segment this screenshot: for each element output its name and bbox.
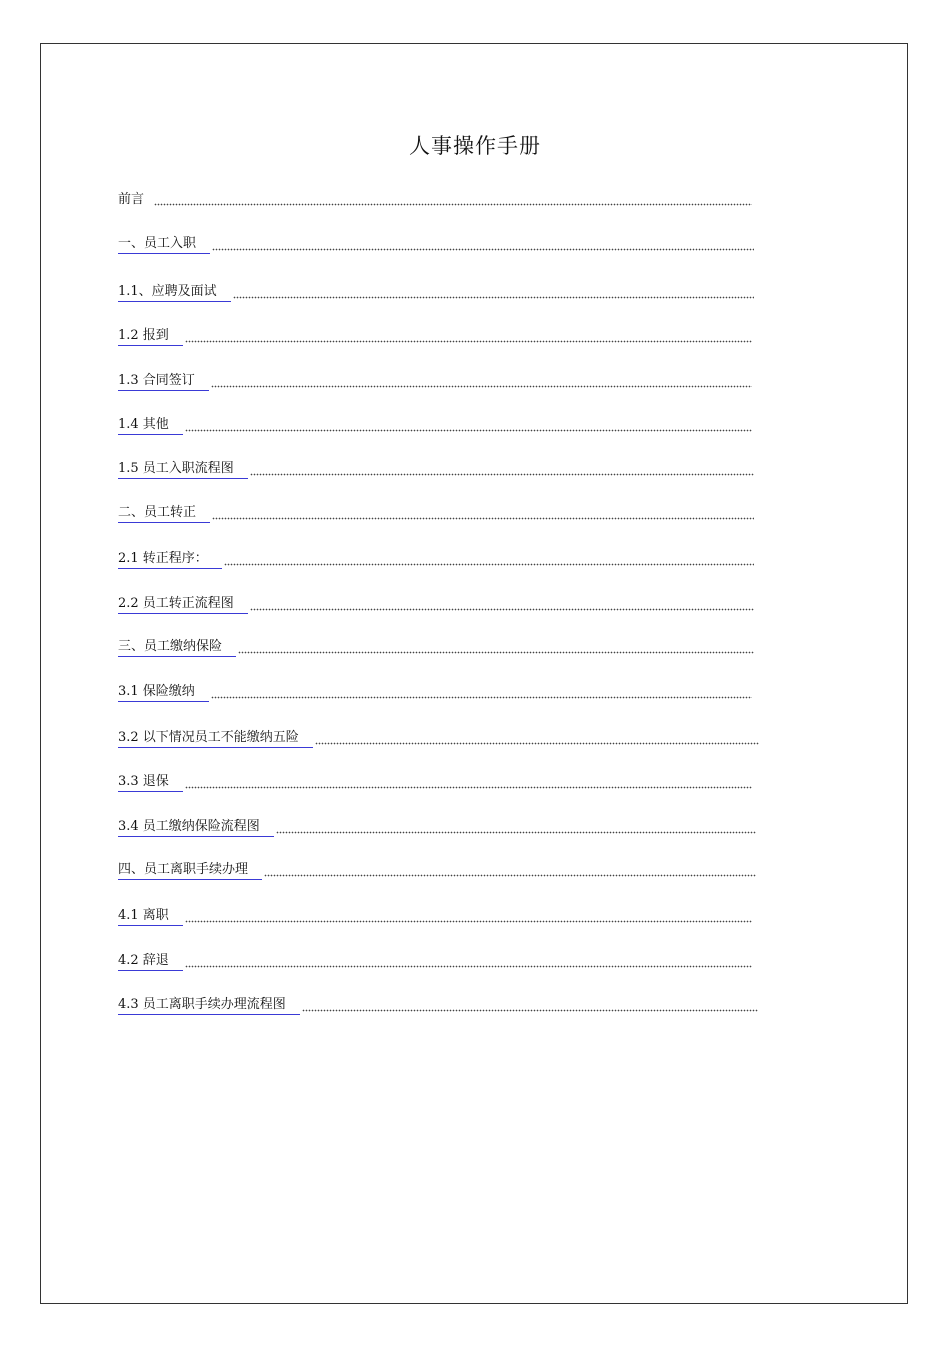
toc-dot-leader	[212, 235, 754, 251]
toc-dot-leader	[185, 327, 752, 343]
page-border	[40, 43, 908, 1304]
toc-link-4[interactable]: 四、员工离职手续办理	[118, 862, 262, 880]
toc-entry-3-1	[118, 682, 752, 702]
toc-link-preface[interactable]: 前言	[118, 192, 145, 207]
toc-entry-4-3	[118, 995, 758, 1015]
document-title: 人事操作手册	[409, 134, 541, 158]
toc-link-3[interactable]: 三、员工缴纳保险	[118, 639, 236, 657]
toc-link-4-2[interactable]: 4.2 辞退	[118, 953, 183, 971]
toc-dot-leader	[264, 861, 756, 877]
toc-link-1[interactable]: 一、员工入职	[118, 236, 210, 254]
toc-link-3-4[interactable]: 3.4 员工缴纳保险流程图	[118, 819, 274, 837]
toc-dot-leader	[250, 595, 754, 611]
toc-dot-leader	[154, 190, 752, 206]
toc-dot-leader	[233, 283, 754, 299]
toc-entry-1-2	[118, 326, 752, 346]
toc-dot-leader	[238, 638, 754, 654]
toc-entry-1-5	[118, 459, 754, 479]
toc-entry-2-2	[118, 594, 754, 614]
toc-entry-3	[118, 637, 754, 657]
toc-link-2-1[interactable]: 2.1 转正程序：	[118, 551, 222, 569]
toc-link-1-4[interactable]: 1.4 其他	[118, 417, 183, 435]
toc-entry-1-1	[118, 282, 754, 302]
toc-entry-4-1	[118, 906, 752, 926]
toc-dot-leader	[315, 729, 759, 745]
toc-link-4-1[interactable]: 4.1 离职	[118, 908, 183, 926]
toc-dot-leader	[212, 504, 754, 520]
toc-entry-4-2	[118, 951, 752, 971]
toc-dot-leader	[185, 416, 752, 432]
toc-link-2[interactable]: 二、员工转正	[118, 505, 210, 523]
toc-link-1-5[interactable]: 1.5 员工入职流程图	[118, 461, 248, 479]
toc-entry-1-4	[118, 415, 752, 435]
toc-entry-3-3	[118, 772, 752, 792]
toc-dot-leader	[185, 773, 752, 789]
toc-link-3-3[interactable]: 3.3 退保	[118, 774, 183, 792]
toc-dot-leader	[276, 818, 756, 834]
toc-dot-leader	[185, 952, 752, 968]
toc-link-1-1[interactable]: 1.1、应聘及面试	[118, 284, 231, 302]
toc-entry-2	[118, 503, 754, 523]
toc-dot-leader	[224, 550, 754, 566]
toc-link-2-2[interactable]: 2.2 员工转正流程图	[118, 596, 248, 614]
toc-dot-leader	[250, 460, 754, 476]
toc-link-3-2[interactable]: 3.2 以下情况员工不能缴纳五险	[118, 730, 313, 748]
toc-entry-3-2	[118, 728, 759, 748]
toc-entry-2-1	[118, 549, 754, 569]
toc-link-4-3[interactable]: 4.3 员工离职手续办理流程图	[118, 997, 300, 1015]
toc-dot-leader	[211, 372, 752, 388]
toc-dot-leader	[302, 996, 758, 1012]
toc-entry-1-3	[118, 371, 752, 391]
toc-link-3-1[interactable]: 3.1 保险缴纳	[118, 684, 209, 702]
toc-entry-1	[118, 234, 754, 254]
toc-link-1-3[interactable]: 1.3 合同签订	[118, 373, 209, 391]
toc-dot-leader	[185, 907, 752, 923]
toc-entry-4	[118, 860, 756, 880]
toc-entry-preface	[118, 189, 752, 209]
toc-link-1-2[interactable]: 1.2 报到	[118, 328, 183, 346]
toc-entry-3-4	[118, 817, 756, 837]
toc-dot-leader	[211, 683, 752, 699]
